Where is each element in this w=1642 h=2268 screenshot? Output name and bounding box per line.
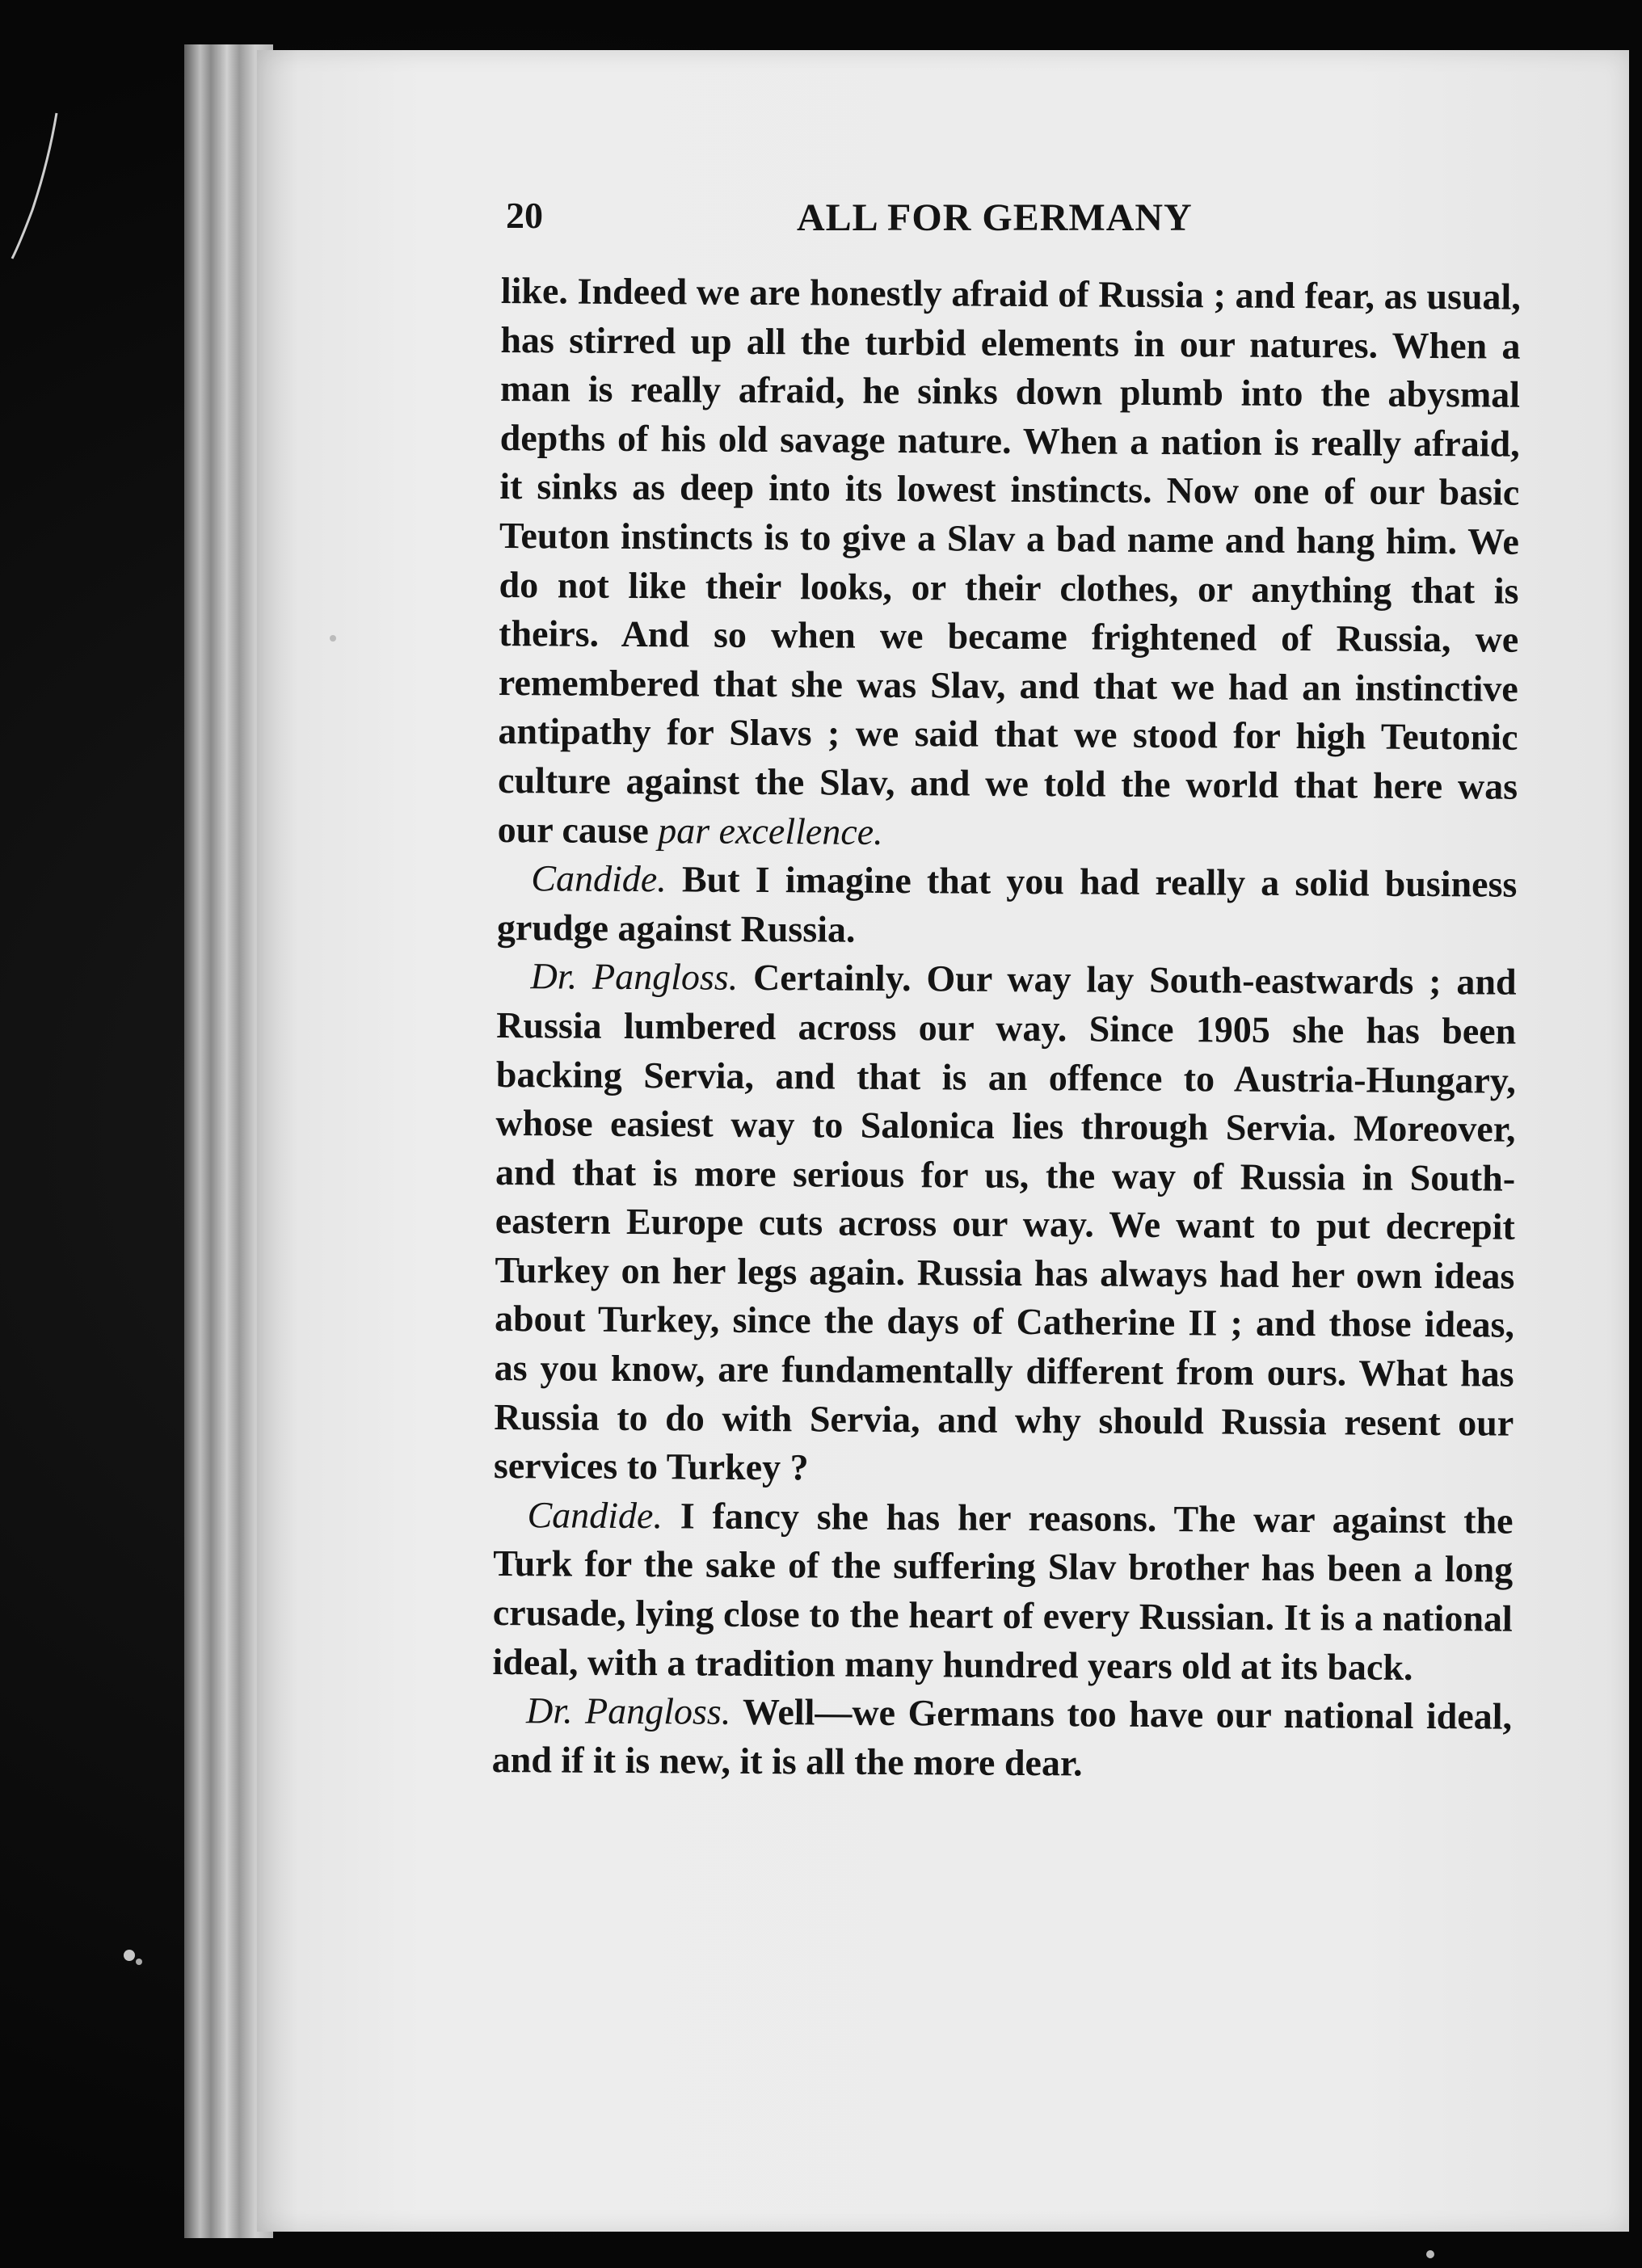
paragraph-continuation [498,267,1521,860]
dialogue-paragraph [497,854,1518,958]
page-header [506,194,1516,250]
emphasis-text: par excellence. [658,809,883,852]
dialogue-paragraph [494,952,1517,1496]
running-head-title: ALL FOR GERMANY [797,196,1193,239]
dialogue-paragraph [492,1686,1513,1790]
speaker-name: Candide. [527,1494,663,1537]
speaker-name: Candide. [531,857,667,900]
dialogue-text: I fancy she has her reasons. The war against the Turk for the sake of the suffering Slav brother has been a long crusade, lying close to the heart of every Russian. It is a national ideal, with a tradition many hundred years old at its back. [492,1495,1514,1688]
speaker-name: Dr. Pangloss. [530,955,739,999]
dialogue-text: Well—we Germans too have our national ideal, and if it is new, it is all the more dear. [491,1690,1513,1784]
dialogue-text: But I imagine that you had really a solid business grudge against Russia. [496,858,1518,950]
speaker-name: Dr. Pangloss. [525,1689,731,1732]
dialogue-text: Certainly. Our way lay South-eastwards ; and Russia lumbered across our way. Since 1905 she has been backing Servia, and that is an offence to Austria-Hungary, whose easiest way to Salonica lies through Servia. Moreover, and that is more serious for us, the way of Russia in South-eastern Europe cuts across our way. We want to put decrepit Turkey on her legs again. Russia has always had her own ideas about Turkey, since the days of Catherine II ; and those ideas, as you know, are fundamentally different from ours. What has Russia to do with Servia, and why should Russia resent our services to Turkey ? [493,957,1517,1488]
dialogue-paragraph [492,1491,1513,1693]
paragraph-text: like. Indeed we are honestly afraid of Russia ; and fear, as usual, has stirred up all the turbid elements in our natures. When a man is really afraid, he sinks down plumb into the abysmal depths of his old savage nature. When a nation is really afraid, it sinks as deep into its lowest instincts. Now one of our basic Teuton instincts is to give a Slav a bad name and hang him. We do not like their looks, or their clothes, or anything that is theirs. And so when we became frightened of Russia, we remembered that she was Slav, and that we had an instinctive antipathy for Slavs ; we said that we stood for high Teutonic culture against the Slav, and we told the world that here was our cause [497,269,1521,851]
body-text [492,267,1521,1790]
page-number: 20 [506,195,543,236]
